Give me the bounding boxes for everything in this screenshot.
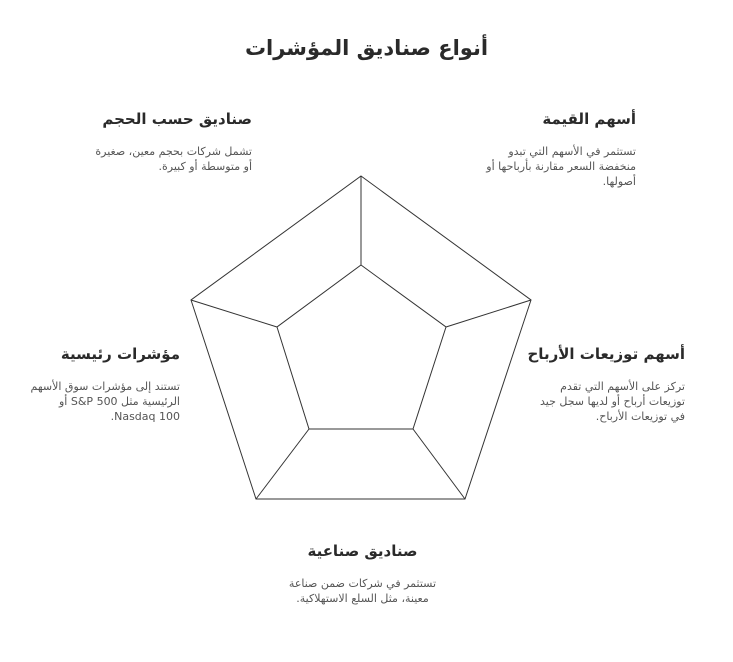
spoke-bottom-right	[413, 429, 465, 499]
spoke-right	[446, 300, 531, 327]
item-heading: أسهم توزيعات الأرباح	[527, 345, 685, 363]
item-description: تستثمر في الأسهم التي تبدو منخفضة السعر مقارنة بأرباحها أو أصولها.	[486, 145, 636, 188]
spoke-left	[191, 300, 277, 327]
item-description: تركز على الأسهم التي تقدم توزيعات أرباح أو لديها سجل جيد في توزيعات الأرباح.	[539, 380, 685, 423]
item-description: تستند إلى مؤشرات سوق الأسهم الرئيسية مثل S&P 500 أو Nasdaq 100.	[30, 380, 180, 423]
item-dividend-stocks	[510, 345, 685, 424]
item-size-funds	[60, 110, 252, 174]
diagram-title: أنواع صناديق المؤشرات	[244, 36, 489, 60]
item-value-stocks	[440, 110, 636, 189]
spoke-bottom-left	[256, 429, 309, 499]
item-heading: صناديق صناعية	[307, 542, 418, 560]
item-description: تستثمر في شركات ضمن صناعة معينة، مثل السلع الاستهلاكية.	[288, 577, 437, 605]
item-heading: مؤشرات رئيسية	[60, 345, 180, 363]
item-description: تشمل شركات بحجم معين، صغيرة أو متوسطة أو كبيرة.	[95, 145, 252, 173]
item-heading: أسهم القيمة	[542, 110, 636, 128]
item-sector-funds	[250, 542, 475, 606]
inner-pentagon	[277, 265, 446, 429]
item-heading: صناديق حسب الحجم	[102, 110, 252, 128]
item-major-indexes	[20, 345, 180, 424]
